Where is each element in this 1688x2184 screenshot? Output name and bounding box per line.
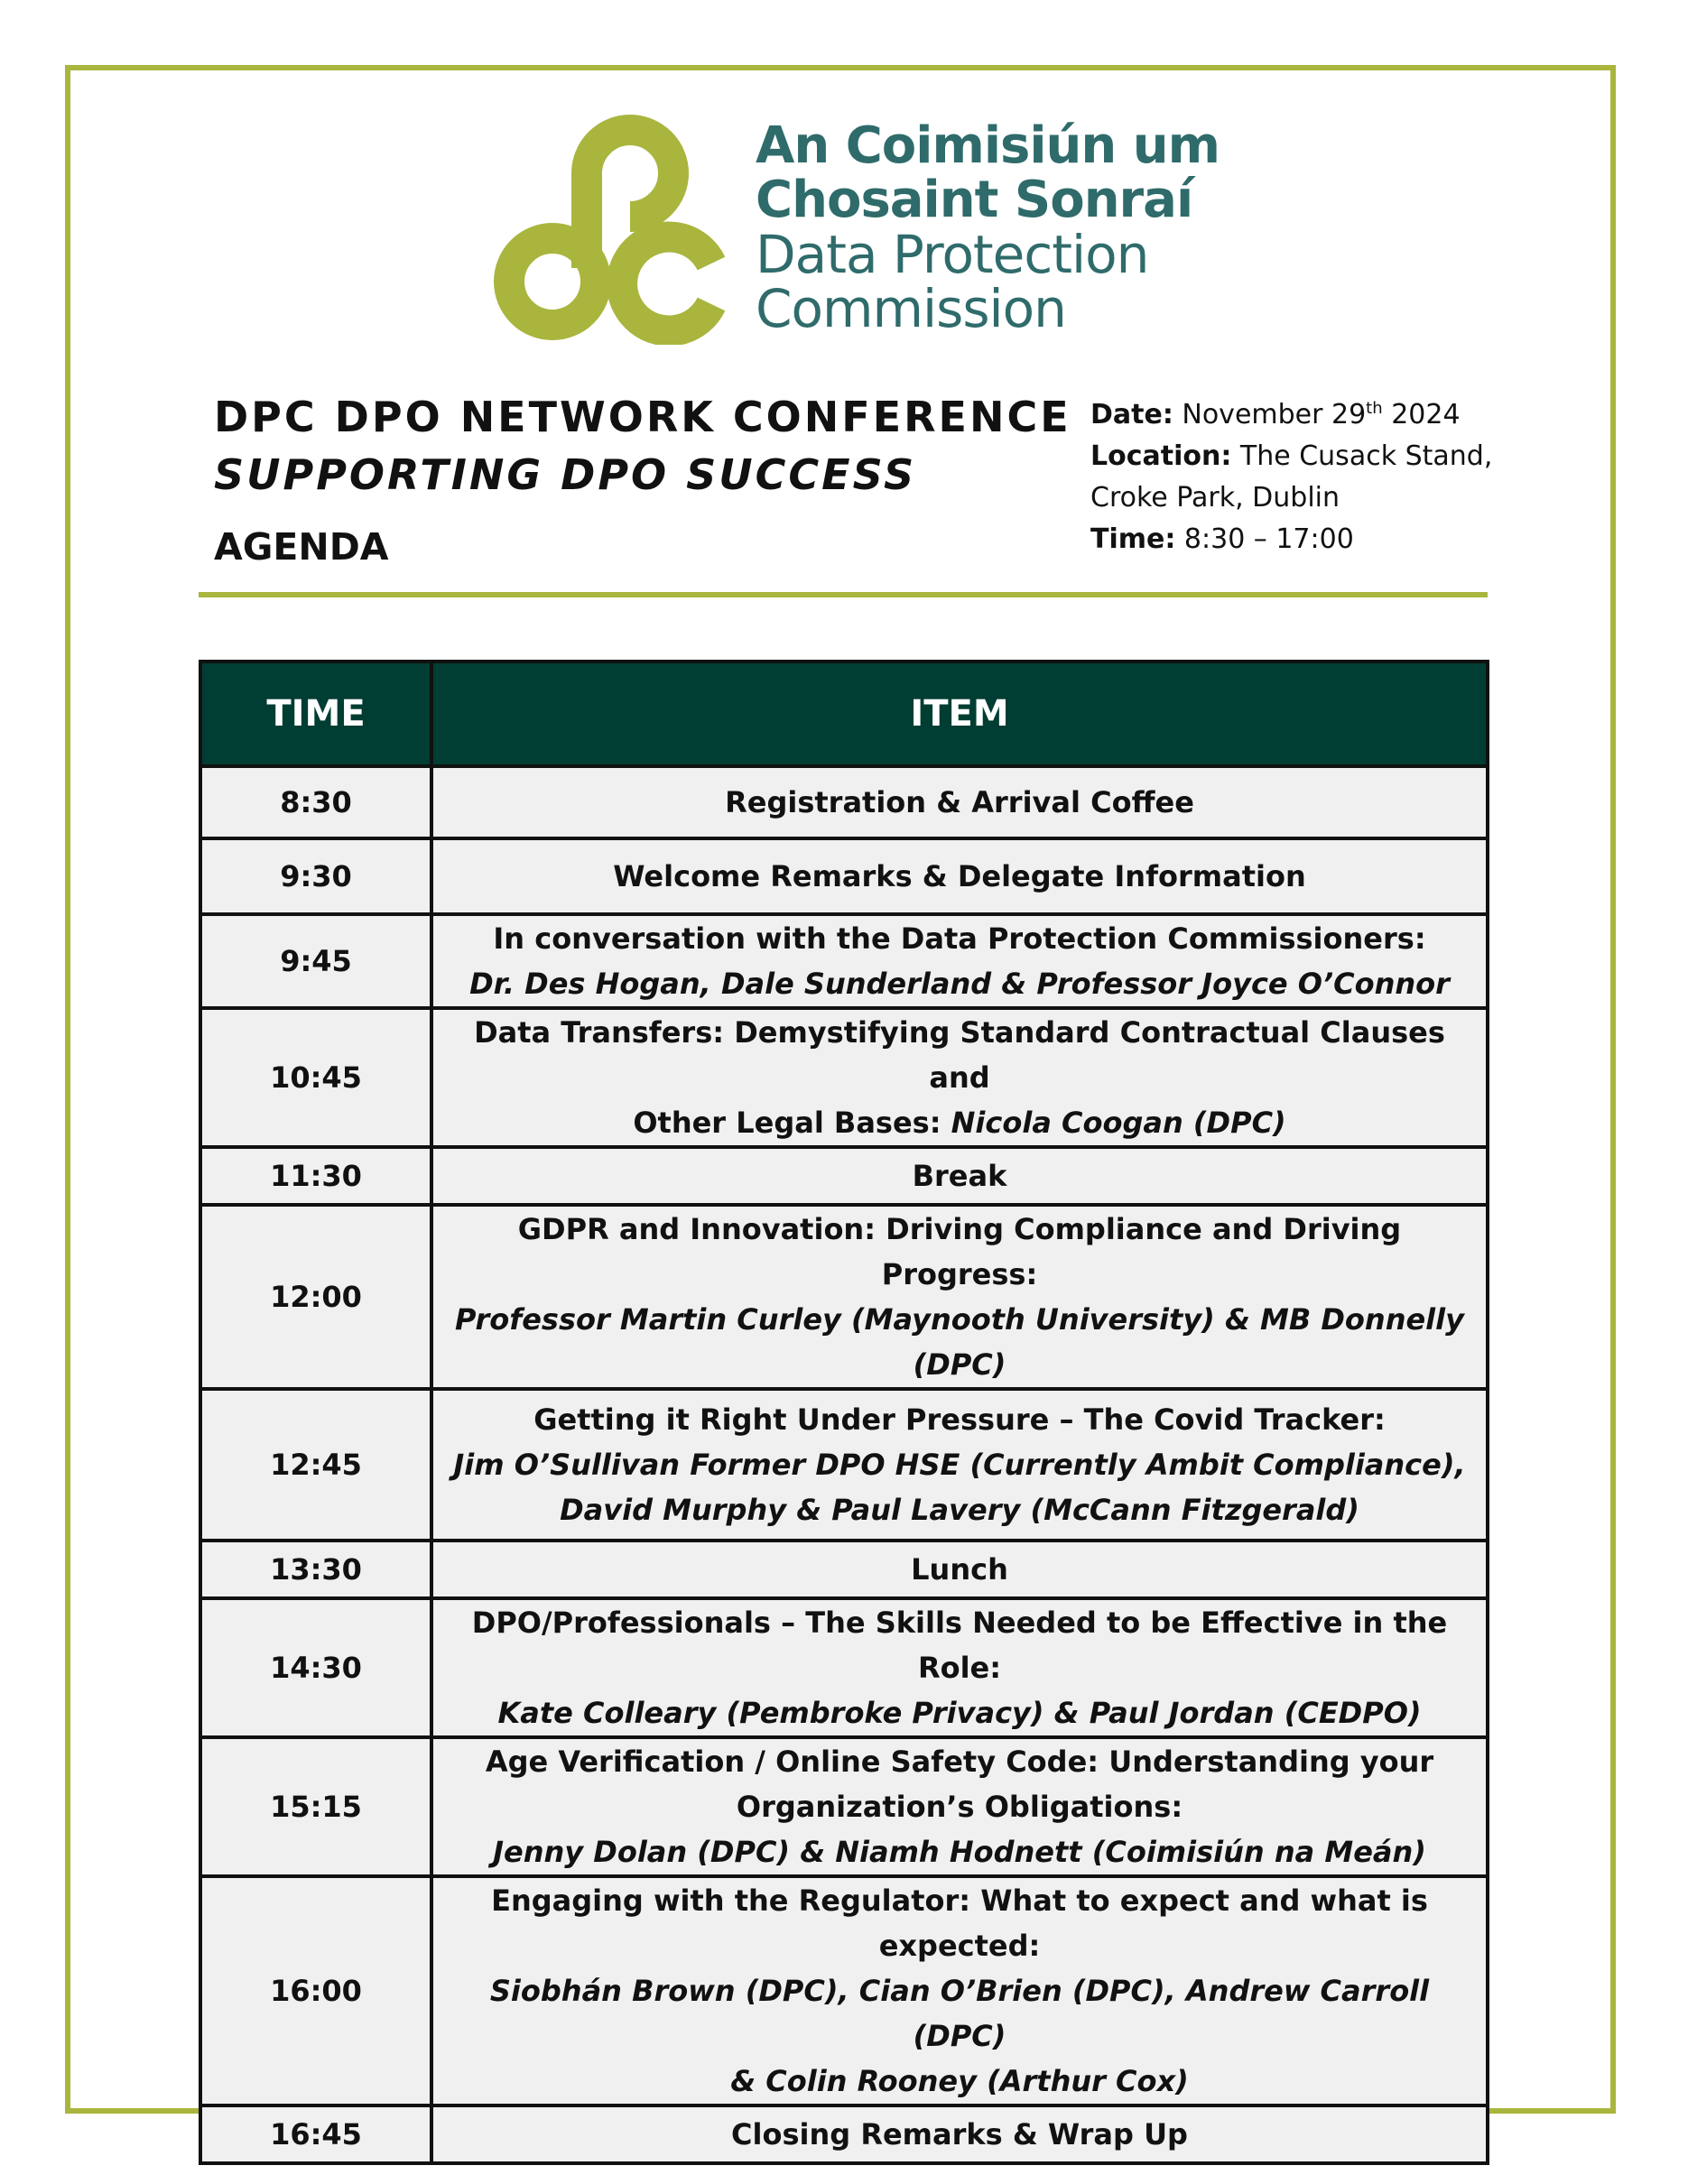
row-speakers: Jim O’Sullivan Former DPO HSE (Currently Ambit Compliance), <box>453 1448 1466 1482</box>
logo-english-line1: Data Protection <box>756 224 1149 285</box>
date-value: November 29 <box>1182 399 1367 430</box>
event-date <box>1090 388 1492 436</box>
row-time: 11:30 <box>200 1147 431 1205</box>
location-value-line1: The Cusack Stand, <box>1239 440 1493 472</box>
row-item <box>431 2105 1488 2163</box>
logo-wordmark <box>756 116 1220 339</box>
row-title-2: Other Legal Bases: <box>633 1106 951 1140</box>
row-speakers: Jenny Dolan (DPC) & Niamh Hodnett (Coimisiún na Meán) <box>493 1835 1426 1869</box>
table-row <box>200 766 1488 838</box>
time-value: 8:30 – 17:00 <box>1183 523 1354 555</box>
row-time: 9:30 <box>200 838 431 914</box>
row-title: Closing Remarks & Wrap Up <box>731 2117 1188 2152</box>
header-time: TIME <box>200 662 431 766</box>
dpc-logo <box>478 110 1220 345</box>
agenda-table <box>199 660 1489 2165</box>
date-year: 2024 <box>1391 399 1461 430</box>
row-time: 8:30 <box>200 766 431 838</box>
table-row <box>200 1876 1488 2105</box>
row-time: 14:30 <box>200 1598 431 1737</box>
logo-english-line2: Commission <box>756 278 1066 339</box>
row-item <box>431 1876 1488 2105</box>
header-item: ITEM <box>431 662 1488 766</box>
row-speakers-2: & Colin Rooney (Arthur Cox) <box>730 2064 1189 2098</box>
table-row <box>200 1205 1488 1389</box>
row-time: 16:00 <box>200 1876 431 2105</box>
row-title-continuation <box>441 1100 1479 1145</box>
location-label: Location: <box>1090 440 1232 472</box>
conference-title: DPC DPO NETWORK CONFERENCE <box>214 393 1071 441</box>
event-details <box>1090 388 1492 560</box>
table-row <box>200 1737 1488 1876</box>
event-location <box>1090 436 1492 477</box>
table-row <box>200 1541 1488 1598</box>
row-title: DPO/Professionals – The Skills Needed to be Effective in the Role: <box>471 1606 1448 1685</box>
row-title: Welcome Remarks & Delegate Information <box>613 859 1306 893</box>
row-time: 16:45 <box>200 2105 431 2163</box>
row-speakers: Kate Colleary (Pembroke Privacy) & Paul Jordan (CEDPO) <box>497 1696 1422 1730</box>
row-item <box>431 766 1488 838</box>
row-time: 15:15 <box>200 1737 431 1876</box>
event-time <box>1090 519 1492 560</box>
row-title: Age Verification / Online Safety Code: Understanding your <box>485 1744 1434 1779</box>
row-item <box>431 1147 1488 1205</box>
row-time: 12:45 <box>200 1389 431 1541</box>
row-title: In conversation with the Data Protection Commissioners: <box>493 921 1426 956</box>
row-speakers: Siobhán Brown (DPC), Cian O’Brien (DPC), Andrew Carroll (DPC) <box>489 1974 1430 2053</box>
row-item <box>431 1737 1488 1876</box>
row-title: Registration & Arrival Coffee <box>725 785 1194 819</box>
row-speakers: Professor Martin Curley (Maynooth University) & MB Donnelly (DPC) <box>455 1302 1464 1382</box>
table-row <box>200 914 1488 1008</box>
date-label: Date: <box>1090 399 1173 430</box>
row-time: 9:45 <box>200 914 431 1008</box>
agenda-header-row <box>200 662 1488 766</box>
row-title: GDPR and Innovation: Driving Compliance and Driving Progress: <box>517 1212 1402 1291</box>
row-title: Data Transfers: Demystifying Standard Contractual Clauses and <box>474 1015 1445 1095</box>
row-time: 12:00 <box>200 1205 431 1389</box>
row-title: Getting it Right Under Pressure – The Covid Tracker: <box>533 1402 1386 1437</box>
logo-irish-line1: An Coimisiún um <box>756 116 1220 175</box>
row-item <box>431 838 1488 914</box>
table-row <box>200 2105 1488 2163</box>
row-speakers: Nicola Coogan (DPC) <box>951 1106 1286 1140</box>
table-row <box>200 1008 1488 1147</box>
table-row <box>200 1147 1488 1205</box>
dpc-logo-mark-icon <box>478 110 731 345</box>
row-item <box>431 914 1488 1008</box>
row-title-2: Organization’s Obligations: <box>736 1790 1183 1824</box>
table-row <box>200 1389 1488 1541</box>
row-item <box>431 1008 1488 1147</box>
row-title: Engaging with the Regulator: What to expect and what is expected: <box>491 1883 1428 1963</box>
row-title: Break <box>912 1159 1007 1193</box>
row-time: 13:30 <box>200 1541 431 1598</box>
conference-subtitle: SUPPORTING DPO SUCCESS <box>214 450 917 499</box>
time-label: Time: <box>1090 523 1176 555</box>
table-row <box>200 838 1488 914</box>
row-item <box>431 1598 1488 1737</box>
logo-irish-line2: Chosaint Sonraí <box>756 171 1193 229</box>
row-item <box>431 1389 1488 1541</box>
row-item <box>431 1541 1488 1598</box>
row-speakers: Dr. Des Hogan, Dale Sunderland & Professor Joyce O’Connor <box>469 967 1450 1001</box>
row-item <box>431 1205 1488 1389</box>
row-title: Lunch <box>911 1552 1008 1587</box>
agenda-heading: AGENDA <box>214 525 389 569</box>
row-time: 10:45 <box>200 1008 431 1147</box>
date-ordinal: th <box>1366 399 1383 418</box>
table-row <box>200 1598 1488 1737</box>
header-divider <box>199 592 1488 597</box>
row-speakers-2: David Murphy & Paul Lavery (McCann Fitzgerald) <box>560 1493 1359 1527</box>
conference-title-block <box>214 388 1071 572</box>
location-value-line2: Croke Park, Dublin <box>1090 482 1340 514</box>
